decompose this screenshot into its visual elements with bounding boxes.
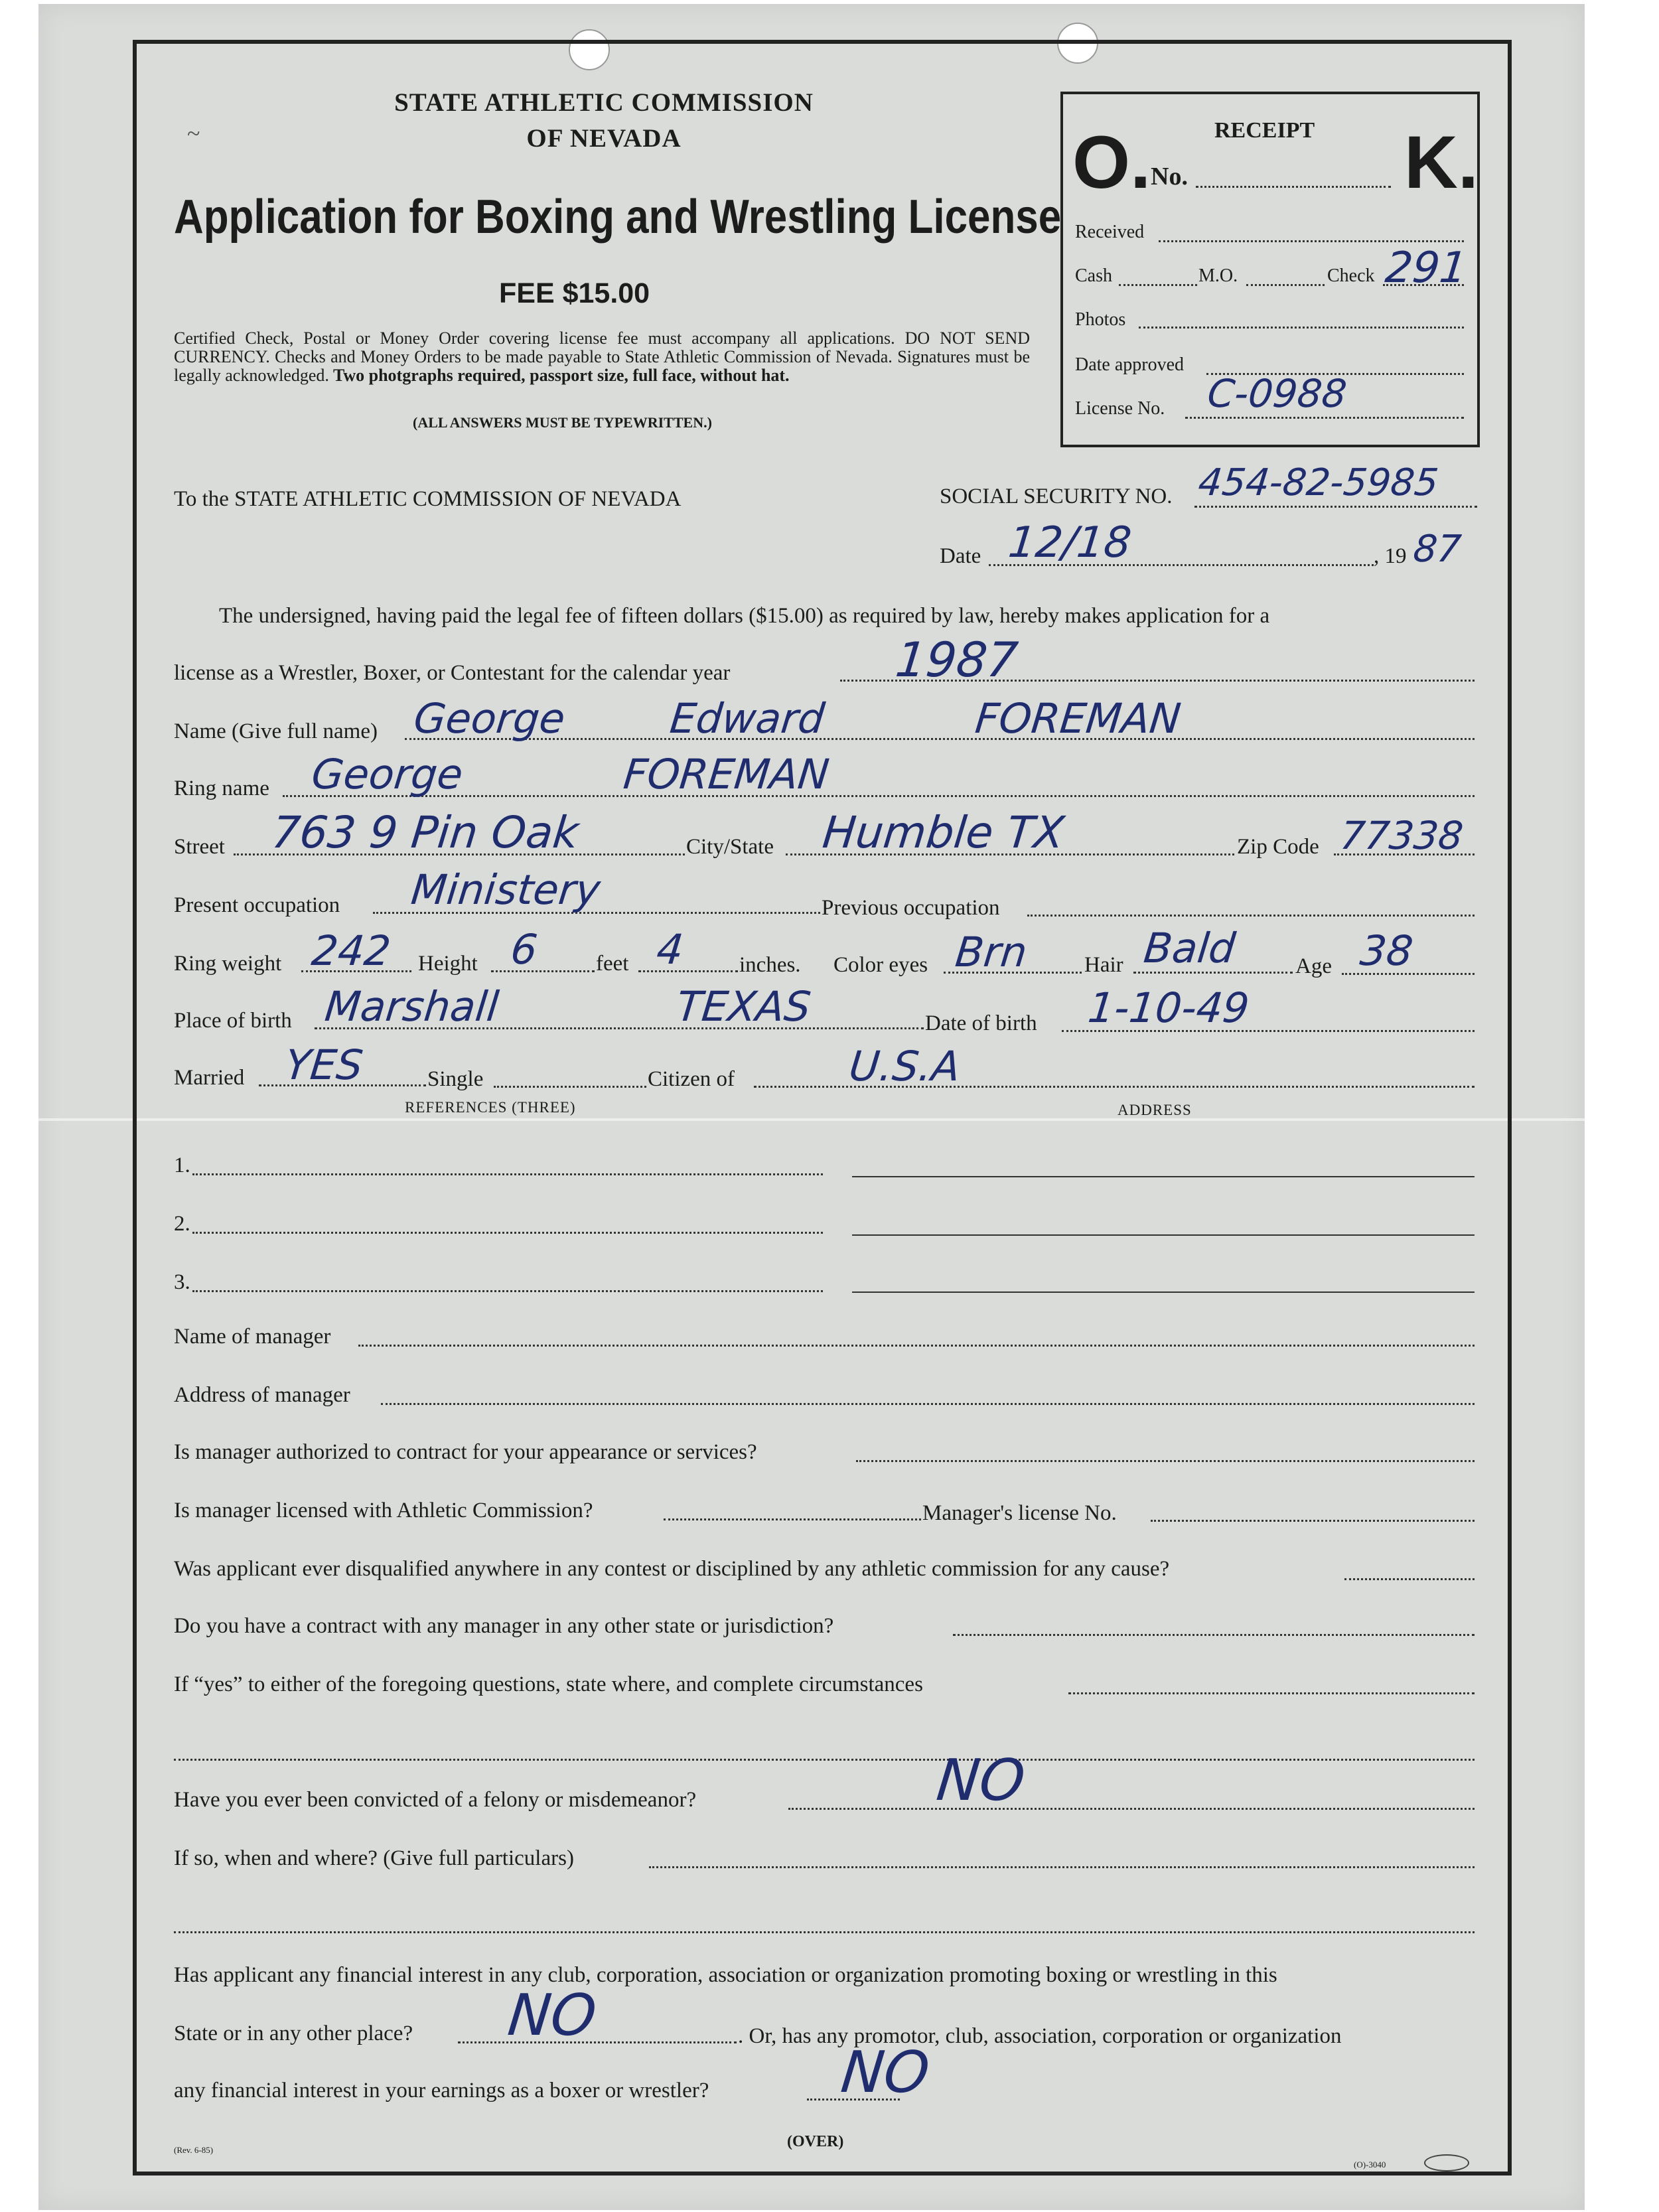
form-number: (O)-3040 (1354, 2160, 1386, 2170)
felony-label: Have you ever been convicted of a felony or misdemeanor? (174, 1788, 697, 1812)
manager-name-label: Name of manager (174, 1325, 331, 1349)
reference-2-line (192, 1232, 823, 1234)
ring-name-last: FOREMAN (621, 750, 831, 798)
union-label-icon (1424, 2154, 1469, 2172)
receipt-check-label: Check (1327, 265, 1375, 286)
single-line (494, 1086, 646, 1088)
manager-address-label: Address of manager (174, 1383, 350, 1407)
manager-licensed-label: Is manager licensed with Athletic Commission? (174, 1499, 593, 1522)
birthplace-state: TEXAS (674, 982, 814, 1031)
addressee: To the STATE ATHLETIC COMMISSION OF NEVADA (174, 487, 682, 511)
corner-mark: ~ (187, 120, 200, 147)
felony-line (788, 1808, 1475, 1810)
name-line (405, 738, 1475, 740)
over-note: (OVER) (787, 2133, 844, 2150)
name-middle: Edward (668, 694, 827, 743)
street-label: Street (174, 835, 225, 859)
city-value: Humble TX (820, 807, 1067, 858)
hair-value: Bald (1141, 924, 1238, 972)
occupation-value: Ministery (409, 865, 603, 914)
reference-1-number: 1. (174, 1153, 190, 1177)
height-feet-line (491, 970, 595, 972)
ssn-label: SOCIAL SECURITY NO. (940, 484, 1173, 508)
disqualified-line (1344, 1578, 1475, 1580)
manager-licensed-line (664, 1518, 921, 1520)
receipt-photos-line (1139, 327, 1464, 329)
receipt-mo-label: M.O. (1198, 265, 1238, 286)
receipt-cash-label: Cash (1075, 265, 1112, 286)
address-header: ADDRESS (1118, 1102, 1192, 1118)
hair-label: Hair (1084, 953, 1123, 977)
eyes-label: Color eyes (833, 953, 928, 977)
if-so-line (649, 1866, 1475, 1868)
manager-license-no-line (1151, 1520, 1475, 1522)
birthplace-label: Place of birth (174, 1009, 292, 1033)
dob-label: Date of birth (925, 1011, 1037, 1035)
date-year-value: 87 (1411, 528, 1463, 571)
citizen-label: Citizen of (648, 1067, 735, 1091)
fee-notice: Certified Check, Postal or Money Order covering license fee must accompany all applications. DO NOT SEND CURRENCY. Checks and Money Orders to be made payable to State Athletic Commission of Nevada. Signatures must be legally acknowledged. Two photgraphs required, passport size, full face, without hat. (174, 329, 1030, 385)
receipt-no-line (1196, 186, 1391, 188)
receipt-license-line (1185, 417, 1464, 419)
zip-value: 77338 (1338, 813, 1466, 858)
feet-label: feet (596, 952, 629, 976)
manager-name-line (358, 1345, 1475, 1347)
financial-answer-2: NO (837, 2039, 933, 2106)
receipt-license-label: License No. (1075, 398, 1165, 419)
city-label: City/State (686, 835, 774, 859)
financial-question-line1: Has applicant any financial interest in any club, corporation, association or organization promoting boxing or wrestling in this (174, 1963, 1277, 1987)
felony-answer: NO (933, 1747, 1029, 1814)
fee-label: FEE $15.00 (499, 277, 650, 309)
occupation-label: Present occupation (174, 893, 340, 917)
date-value: 12/18 (1006, 518, 1134, 567)
financial-question-line2: State or in any other place? (174, 2022, 413, 2045)
receipt-o: O. (1072, 121, 1151, 204)
citizen-value: U.S.A (847, 1042, 963, 1090)
receipt-received-line (1159, 240, 1464, 242)
if-so-label: If so, when and where? (Give full particulars) (174, 1846, 574, 1870)
prev-occupation-line (1027, 915, 1475, 917)
form-title: Application for Boxing and Wrestling License (174, 190, 1062, 244)
financial-question-line3: any financial interest in your earnings as a boxer or wrestler? (174, 2079, 709, 2102)
reference-1-address-line (852, 1176, 1475, 1177)
date-year-prefix: , 19 (1374, 544, 1407, 568)
financial-answer-1: NO (504, 1982, 600, 2049)
manager-authorized-line (856, 1460, 1475, 1462)
name-last: FOREMAN (973, 694, 1183, 743)
receipt-cash-line (1119, 284, 1197, 286)
ssn-line (1194, 506, 1477, 508)
receipt-photos-label: Photos (1075, 309, 1126, 330)
ssn-value: 454-82-5985 (1196, 461, 1441, 504)
contract-other-line (953, 1634, 1475, 1636)
financial-question-line2b: . Or, has any promotor, club, association, corporation or organization (738, 2024, 1342, 2048)
prev-occupation-label: Previous occupation (822, 896, 1000, 920)
financial-answer-line-1b (458, 2041, 737, 2043)
revision-note: (Rev. 6-85) (174, 2145, 214, 2155)
zip-label: Zip Code (1237, 835, 1319, 859)
inches-label: inches. (739, 953, 801, 977)
height-inches-value: 4 (654, 925, 686, 974)
references-header: REFERENCES (THREE) (405, 1099, 576, 1116)
contract-other-label: Do you have a contract with any manager in any other state or jurisdiction? (174, 1614, 834, 1638)
receipt-received-label: Received (1075, 222, 1145, 242)
weight-value: 242 (309, 926, 394, 975)
receipt-check-value: 291 (1383, 244, 1470, 293)
reference-1-line (192, 1173, 823, 1175)
intro-line-1: The undersigned, having paid the legal fee of fifteen dollars ($15.00) as required by law, hereby makes application for a (219, 604, 1270, 628)
disqualified-label: Was applicant ever disqualified anywhere in any contest or disciplined by any athletic commission for any cause? (174, 1557, 1170, 1581)
ring-name-line (283, 795, 1475, 797)
date-label: Date (940, 544, 981, 568)
married-value: YES (283, 1041, 366, 1089)
married-label: Married (174, 1066, 245, 1090)
if-yes-label: If “yes” to either of the foregoing questions, state where, and complete circumstances (174, 1672, 923, 1696)
single-label: Single (427, 1067, 484, 1091)
receipt-k: K. (1404, 121, 1479, 204)
dob-value: 1-10-49 (1086, 984, 1252, 1032)
height-feet-value: 6 (508, 925, 540, 974)
if-yes-line (1068, 1692, 1475, 1694)
reference-3-number: 3. (174, 1270, 190, 1294)
receipt-date-approved-label: Date approved (1075, 354, 1185, 375)
weight-label: Ring weight (174, 952, 282, 976)
reference-3-line (192, 1290, 823, 1292)
street-value: 763 9 Pin Oak (269, 807, 581, 858)
reference-3-address-line (852, 1291, 1475, 1293)
intro-line-2: license as a Wrestler, Boxer, or Contestant for the calendar year (174, 661, 731, 685)
if-so-line-2 (174, 1931, 1475, 1933)
ring-name-first: George (309, 750, 466, 798)
age-value: 38 (1358, 926, 1415, 975)
receipt-no-label: No. (1151, 163, 1188, 190)
manager-authorized-label: Is manager authorized to contract for your appearance or services? (174, 1440, 757, 1464)
age-label: Age (1295, 954, 1332, 978)
if-yes-line-2 (174, 1759, 1475, 1761)
commission-name-line2: OF NEVADA (526, 124, 682, 153)
reference-2-number: 2. (174, 1212, 190, 1236)
height-inches-line (638, 970, 738, 972)
name-first: George (411, 694, 568, 743)
birthplace-city: Marshall (323, 982, 501, 1031)
typewritten-note: (ALL ANSWERS MUST BE TYPEWRITTEN.) (413, 414, 712, 431)
ring-name-label: Ring name (174, 776, 269, 800)
receipt-license-value: C-0988 (1205, 371, 1349, 416)
eyes-value: Brn (953, 928, 1030, 976)
calendar-year-value: 1987 (893, 632, 1021, 688)
name-label: Name (Give full name) (174, 719, 378, 743)
manager-license-no-label: Manager's license No. (922, 1501, 1117, 1525)
height-label: Height (418, 952, 478, 976)
receipt-title: RECEIPT (1214, 118, 1315, 143)
reference-2-address-line (852, 1234, 1475, 1236)
receipt-mo-line (1246, 284, 1325, 286)
commission-name-line1: STATE ATHLETIC COMMISSION (394, 88, 814, 117)
manager-address-line (381, 1403, 1475, 1405)
